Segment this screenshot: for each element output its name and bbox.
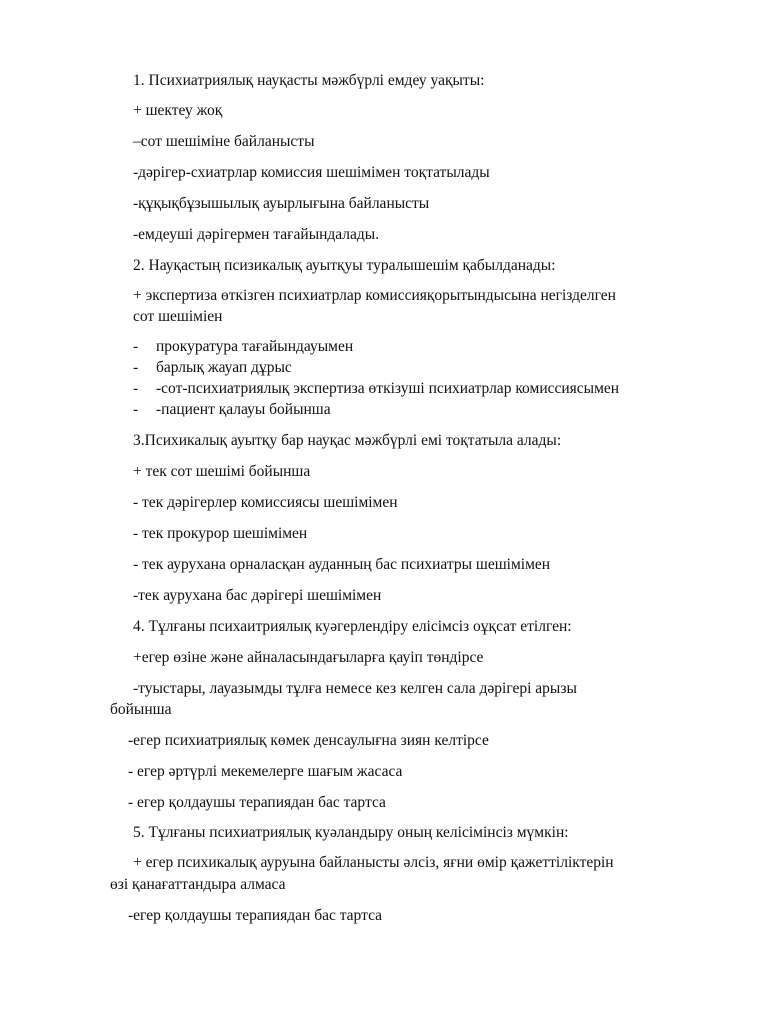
question-4: 4. Тұлғаны психаитриялық куәгерлендіру елісімсіз оұқсат етілген:	[133, 618, 572, 635]
bullet-dash: -	[133, 338, 139, 355]
q4-answer-2-line-1: -туыстары, лауазымды тұлға немесе кез келген сала дәрігері арызы	[133, 680, 577, 697]
q2-bullet-1: прокуратура тағайындауымен	[156, 338, 354, 355]
q1-answer-4: -құқықбұзышылық ауырлығына байланысты	[133, 195, 430, 212]
list-item	[133, 357, 733, 378]
q3-answer-5: -тек аурухана бас дәрігері шешімімен	[133, 587, 382, 604]
q2-answer-correct-line-1: + экспертиза өткізген психиатрлар комиссияқорытындысына негізделген	[133, 287, 616, 304]
q1-answer-3: -дәрігер-схиатрлар комиссия шешімімен тоқтатылады	[133, 164, 490, 181]
q4-answer-3: -егер психиатриялық көмек денсаулығна зиян келтірсе	[128, 732, 489, 749]
q2-bullet-2: барлық жауап дұрыс	[156, 359, 292, 376]
q4-answer-5: - егер қолдаушы терапиядан бас тартса	[128, 794, 386, 811]
q3-answer-2: - тек дәрігерлер комиссиясы шешімімен	[133, 494, 398, 511]
q4-answer-4: - егер әртүрлі мекемелерге шағым жасаса	[128, 763, 403, 780]
q3-answer-3: - тек прокурор шешімімен	[133, 525, 308, 542]
q5-answer-1-line-1: + егер психикалық ауруына байланысты әлсіз, яғни өмір қажеттіліктерін	[133, 854, 614, 871]
question-1: 1. Психиатриялық науқасты мәжбүрлі емдеу уақыты:	[133, 72, 485, 89]
q3-answer-4: - тек аурухана орналасқан ауданның бас психиатры шешімімен	[133, 556, 551, 573]
question-2: 2. Науқастың псизикалық ауытқуы туралышешім қабылданады:	[133, 257, 556, 274]
bullet-dash: -	[133, 401, 139, 418]
q2-answer-correct-line-2: сот шешіміен	[133, 308, 223, 325]
q1-answer-2: –сот шешіміне байланысты	[133, 133, 315, 150]
list-item	[133, 399, 733, 420]
q2-bullet-3: -сот-психиатриялық экспертиза өткізуші психиатрлар комиссиясымен	[156, 380, 620, 397]
q2-bullet-list	[133, 336, 733, 420]
list-item	[133, 336, 733, 357]
q5-answer-2: -егер қолдаушы терапиядан бас тартса	[128, 907, 383, 924]
q1-answer-5: -емдеуші дәрігермен тағайындалады.	[133, 226, 380, 243]
bullet-dash: -	[133, 380, 139, 397]
q4-answer-2-line-2: бойынша	[110, 701, 172, 718]
question-3: 3.Психикалық ауытқу бар науқас мәжбүрлі емі тоқтатыла алады:	[133, 432, 562, 449]
q4-answer-1-correct: +егер өзіне және айналасындағыларға қауіп төндірсе	[133, 649, 484, 666]
q1-answer-1-correct: + шектеу жоқ	[133, 102, 223, 119]
q3-answer-1-correct: + тек сот шешімі бойынша	[133, 463, 311, 480]
q5-answer-1-line-2: өзі қанағаттандыра алмаса	[110, 876, 286, 893]
q2-bullet-4: -пациент қалауы бойынша	[156, 401, 331, 418]
bullet-dash: -	[133, 359, 139, 376]
list-item	[133, 378, 733, 399]
question-5: 5. Тұлғаны психиатриялық куәландыру оның келісімінсіз мүмкін:	[133, 824, 569, 841]
